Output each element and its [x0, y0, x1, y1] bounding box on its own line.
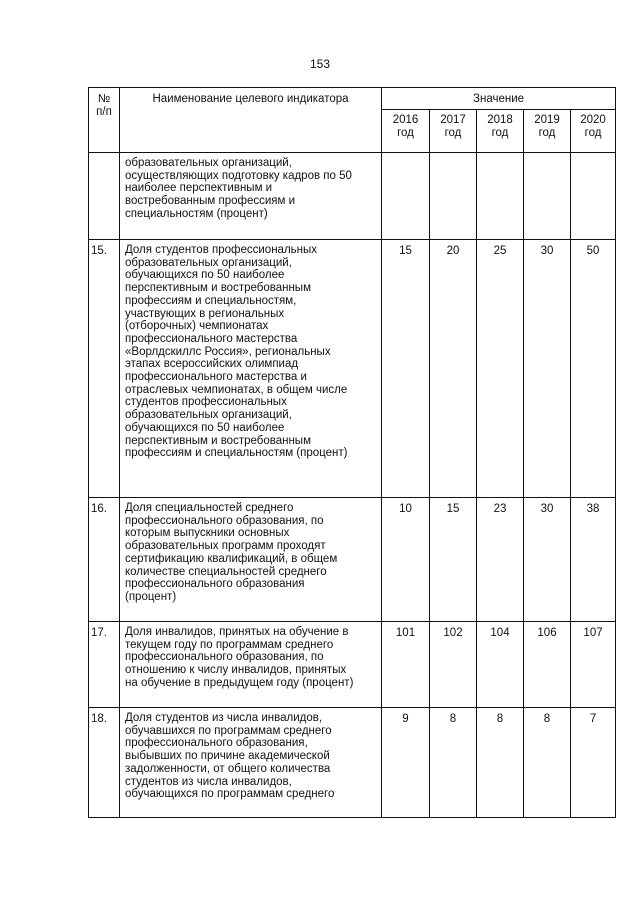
value-2018: 25 — [477, 240, 524, 498]
header-indicator-name: Наименование целевого индикатора — [120, 88, 382, 153]
header-year — [524, 110, 571, 153]
year-unit: год — [584, 127, 602, 139]
row-number: 15. — [89, 240, 120, 498]
value-2020: 38 — [571, 498, 616, 622]
header-value: Значение — [382, 88, 616, 110]
value-2016: 101 — [382, 622, 430, 708]
table-row — [89, 622, 616, 708]
value-2017 — [430, 153, 477, 240]
row-number: 18. — [89, 708, 120, 818]
value-2019: 106 — [524, 622, 571, 708]
value-2018: 104 — [477, 622, 524, 708]
indicators-table — [88, 87, 616, 818]
value-2018: 23 — [477, 498, 524, 622]
value-2016 — [382, 153, 430, 240]
value-2019: 8 — [524, 708, 571, 818]
value-2019: 30 — [524, 498, 571, 622]
year-label: 2019 — [534, 114, 560, 126]
value-2017: 15 — [430, 498, 477, 622]
row-number — [89, 153, 120, 240]
indicator-name: Доля специальностей среднего профессионального образования, по которым выпускники основных образовательных программ проходят сертификацию квалификаций, в общем количестве специальностей среднего профессионального образования (процент) — [120, 498, 382, 622]
indicator-name: образовательных организаций, осуществляющих подготовку кадров по 50 наиболее перспективным и востребованным профессиям и специальностям (процент) — [120, 153, 382, 240]
value-2020: 50 — [571, 240, 616, 498]
value-2018: 8 — [477, 708, 524, 818]
value-2016: 15 — [382, 240, 430, 498]
year-unit: год — [444, 127, 462, 139]
indicator-name: Доля студентов профессиональных образовательных организаций, обучающихся по 50 наиболее перспективным и востребованным профессиям и специальностям, участвующих в региональных (отборочных) чемпионатах профессионального мастерства «Ворлдскиллс Россия», региональных этапах всероссийских олимпиад профессионального мастерства и отраслевых чемпионатах, в общем числе студентов профессиональных образовательных организаций, обучающихся по 50 наиболее перспективным и востребованным профессиям и специальностям (процент) — [120, 240, 382, 498]
table-row — [89, 153, 616, 240]
value-2017: 8 — [430, 708, 477, 818]
value-2017: 20 — [430, 240, 477, 498]
value-2020: 107 — [571, 622, 616, 708]
row-number: 16. — [89, 498, 120, 622]
indicator-name: Доля студентов из числа инвалидов, обучавшихся по программам среднего профессионального образования, выбывших по причине академической задолженности, от общего количества студентов из числа инвалидов, обучающихся по программам среднего — [120, 708, 382, 818]
row-number: 17. — [89, 622, 120, 708]
header-year — [430, 110, 477, 153]
value-2019 — [524, 153, 571, 240]
value-2019: 30 — [524, 240, 571, 498]
table-row — [89, 708, 616, 818]
indicator-name: Доля инвалидов, принятых на обучение в текущем году по программам среднего профессионального образования, по отношению к числу инвалидов, принятых на обучение в предыдущем году (процент) — [120, 622, 382, 708]
value-2016: 10 — [382, 498, 430, 622]
year-label: 2016 — [392, 114, 419, 126]
year-unit: год — [491, 127, 509, 139]
header-year — [477, 110, 524, 153]
value-2017: 102 — [430, 622, 477, 708]
table-row — [89, 498, 616, 622]
year-unit: год — [397, 127, 414, 139]
year-label: 2020 — [580, 114, 606, 126]
year-unit: год — [538, 127, 556, 139]
value-2016: 9 — [382, 708, 430, 818]
value-2018 — [477, 153, 524, 240]
value-2020 — [571, 153, 616, 240]
year-label: 2018 — [487, 114, 513, 126]
table-row — [89, 240, 616, 498]
header-year — [571, 110, 616, 153]
value-2020: 7 — [571, 708, 616, 818]
header-number: № п/п — [89, 88, 120, 153]
header-year — [382, 110, 430, 153]
page-number: 153 — [309, 57, 331, 71]
year-label: 2017 — [440, 114, 466, 126]
